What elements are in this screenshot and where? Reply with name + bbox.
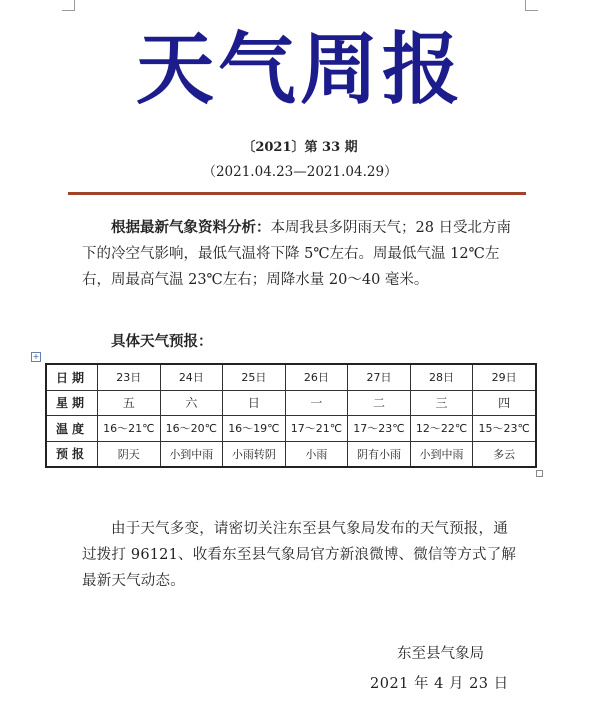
table-move-handle-icon[interactable]: +	[32, 352, 40, 361]
weather-cell: 小雨	[285, 441, 348, 467]
report-period: （2021.04.23—2021.04.29）	[202, 164, 398, 180]
temperature-cell: 16～21℃	[98, 416, 161, 442]
weekday-cell: 三	[410, 390, 473, 416]
date-row	[46, 364, 536, 390]
forecast-row	[46, 441, 536, 467]
temperature-cell: 16～20℃	[160, 416, 223, 442]
row-label-date: 日期	[46, 364, 98, 390]
date-cell: 29日	[473, 364, 536, 390]
weekday-row	[46, 390, 536, 416]
date-cell: 25日	[223, 364, 286, 390]
weather-cell: 小雨转阴	[223, 441, 286, 467]
date-cell: 26日	[285, 364, 348, 390]
forecast-table	[45, 363, 537, 468]
temperature-cell: 17～23℃	[348, 416, 411, 442]
header-divider	[68, 192, 526, 195]
row-label-temperature: 温度	[46, 416, 98, 442]
weather-cell: 多云	[473, 441, 536, 467]
weekday-cell: 六	[160, 390, 223, 416]
temperature-cell: 17～21℃	[285, 416, 348, 442]
page-corner-mark-right	[525, 0, 538, 11]
weather-cell: 阴有小雨	[348, 441, 411, 467]
analysis-paragraph	[82, 215, 522, 293]
temperature-cell: 16～19℃	[223, 416, 286, 442]
notice-paragraph: 由于天气多变，请密切关注东至县气象局发布的天气预报，通过拨打 96121、收看东至县气象局官方新浪微博、微信等方式了解最新天气动态。	[82, 521, 517, 589]
analysis-label: 根据最新气象资料分析：	[111, 219, 271, 236]
weather-cell: 小到中雨	[160, 441, 223, 467]
page-corner-mark-left	[62, 0, 75, 11]
weekday-cell: 五	[98, 390, 161, 416]
issue-number: 〔2021〕第 33 期	[242, 140, 358, 155]
date-cell: 24日	[160, 364, 223, 390]
row-label-forecast: 预报	[46, 441, 98, 467]
row-label-weekday: 星期	[46, 390, 98, 416]
forecast-heading: 具体天气预报：	[111, 333, 213, 350]
weekday-cell: 日	[223, 390, 286, 416]
weekday-cell: 四	[473, 390, 536, 416]
weather-cell: 小到中雨	[410, 441, 473, 467]
issue-date: 2021 年 4 月 23 日	[370, 676, 509, 692]
weekday-cell: 二	[348, 390, 411, 416]
table-resize-handle-icon[interactable]	[536, 470, 543, 477]
weekday-cell: 一	[285, 390, 348, 416]
temperature-cell: 12～22℃	[410, 416, 473, 442]
weather-cell: 阴天	[98, 441, 161, 467]
date-cell: 28日	[410, 364, 473, 390]
temperature-row	[46, 416, 536, 442]
report-title: 天气周报	[135, 25, 464, 115]
analysis-text: 本周我县多阴雨天气；28 日受北方南下的冷空气影响，最低气温将下降 5℃左右。周最低气温 12℃左右，周最高气温 23℃左右；周降水量 20～40 毫米。	[82, 220, 512, 288]
date-cell: 27日	[348, 364, 411, 390]
issuing-office: 东至县气象局	[397, 646, 484, 662]
temperature-cell: 15～23℃	[473, 416, 536, 442]
date-cell: 23日	[98, 364, 161, 390]
